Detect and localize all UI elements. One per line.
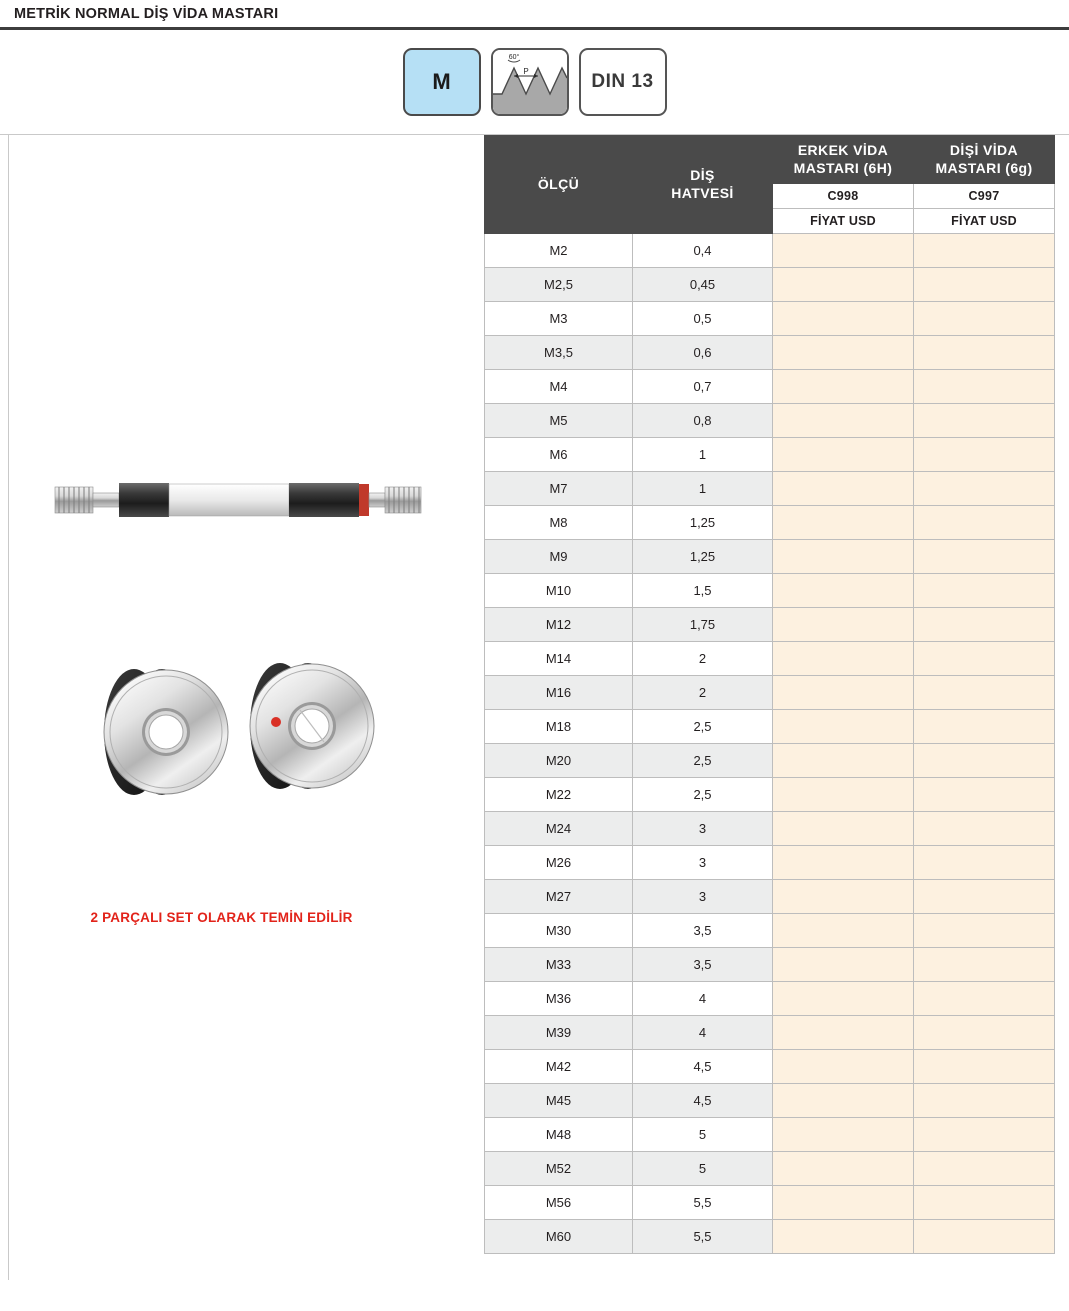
cell-pitch: 0,5 [633,302,773,336]
cell-pitch: 1 [633,472,773,506]
cell-price-female[interactable] [914,268,1055,302]
cell-price-male[interactable] [773,234,914,268]
cell-price-female[interactable] [914,1118,1055,1152]
header-size: ÖLÇÜ [485,136,633,234]
cell-price-male[interactable] [773,268,914,302]
main-content [0,135,1069,1280]
cell-size: M3,5 [485,336,633,370]
table-row [485,1016,1055,1050]
table-row [485,234,1055,268]
cell-pitch: 1 [633,438,773,472]
thread-profile-icon [493,50,567,114]
cell-size: M24 [485,812,633,846]
cell-price-female[interactable] [914,336,1055,370]
cell-price-male[interactable] [773,812,914,846]
plug-gauge-icon [49,465,429,535]
cell-price-male[interactable] [773,1016,914,1050]
cell-pitch: 0,4 [633,234,773,268]
cell-price-female[interactable] [914,1016,1055,1050]
cell-price-male[interactable] [773,982,914,1016]
cell-price-male[interactable] [773,302,914,336]
cell-pitch: 0,8 [633,404,773,438]
table-row [485,812,1055,846]
price-table-body [485,234,1055,1254]
cell-pitch: 1,75 [633,608,773,642]
header-male-code: C998 [773,184,914,209]
cell-price-female[interactable] [914,608,1055,642]
table-row [485,404,1055,438]
page-title: METRİK NORMAL DİŞ VİDA MASTARI [14,5,279,22]
table-row [485,1220,1055,1254]
table-row [485,336,1055,370]
cell-price-female[interactable] [914,540,1055,574]
cell-size: M26 [485,846,633,880]
cell-size: M52 [485,1152,633,1186]
cell-price-male[interactable] [773,642,914,676]
metric-badge-label: M [432,69,451,94]
price-table-head [485,136,1055,234]
thread-ring-gauges-image [84,640,414,825]
cell-pitch: 4 [633,1016,773,1050]
cell-price-female[interactable] [914,1220,1055,1254]
cell-pitch: 2 [633,642,773,676]
cell-price-female[interactable] [914,676,1055,710]
cell-price-male[interactable] [773,778,914,812]
cell-size: M3 [485,302,633,336]
cell-size: M2 [485,234,633,268]
price-table [484,135,1055,1254]
cell-size: M5 [485,404,633,438]
cell-pitch: 2,5 [633,778,773,812]
cell-size: M8 [485,506,633,540]
cell-size: M60 [485,1220,633,1254]
header-male-gauge [773,136,914,184]
table-row [485,506,1055,540]
cell-price-male[interactable] [773,1118,914,1152]
cell-size: M56 [485,1186,633,1220]
header-female-price: FİYAT USD [914,209,1055,234]
cell-size: M30 [485,914,633,948]
cell-price-male[interactable] [773,608,914,642]
standard-badge [579,48,667,116]
cell-price-male[interactable] [773,336,914,370]
table-row [485,540,1055,574]
table-row [485,982,1055,1016]
cell-size: M9 [485,540,633,574]
cell-price-female[interactable] [914,370,1055,404]
table-row [485,472,1055,506]
cell-price-female[interactable] [914,1186,1055,1220]
cell-size: M20 [485,744,633,778]
table-row [485,370,1055,404]
cell-price-female[interactable] [914,642,1055,676]
cell-pitch: 1,25 [633,540,773,574]
cell-size: M7 [485,472,633,506]
cell-price-male[interactable] [773,1084,914,1118]
table-row [485,574,1055,608]
cell-price-male[interactable] [773,676,914,710]
header-male-line1: ERKEK VİDA [797,142,889,158]
cell-size: M18 [485,710,633,744]
ring-gauge-icon [84,640,414,820]
cell-price-male[interactable] [773,506,914,540]
cell-size: M45 [485,1084,633,1118]
cell-pitch: 5,5 [633,1186,773,1220]
table-row [485,1118,1055,1152]
header-female-line1: DİŞİ VİDA [949,142,1019,158]
cell-price-male[interactable] [773,472,914,506]
cell-price-female[interactable] [914,846,1055,880]
cell-pitch: 3 [633,880,773,914]
cell-size: M14 [485,642,633,676]
table-row [485,438,1055,472]
thread-profile-badge [491,48,569,116]
cell-price-male[interactable] [773,438,914,472]
cell-pitch: 0,45 [633,268,773,302]
cell-price-male[interactable] [773,1186,914,1220]
page-title-bar [0,0,1069,30]
cell-price-female[interactable] [914,778,1055,812]
cell-price-male[interactable] [773,1050,914,1084]
cell-price-female[interactable] [914,812,1055,846]
header-female-gauge [914,136,1055,184]
cell-size: M42 [485,1050,633,1084]
product-illustration-panel [8,135,484,1280]
table-row [485,642,1055,676]
cell-price-male[interactable] [773,744,914,778]
thread-plug-gauge-image [49,465,429,540]
cell-price-male[interactable] [773,574,914,608]
cell-price-male[interactable] [773,540,914,574]
cell-pitch: 4 [633,982,773,1016]
table-row [485,880,1055,914]
cell-size: M6 [485,438,633,472]
cell-price-female[interactable] [914,472,1055,506]
table-row [485,1152,1055,1186]
cell-pitch: 5 [633,1152,773,1186]
table-row [485,710,1055,744]
cell-size: M12 [485,608,633,642]
cell-pitch: 5,5 [633,1220,773,1254]
table-row [485,744,1055,778]
cell-pitch: 5 [633,1118,773,1152]
badge-row [0,30,1069,135]
cell-size: M2,5 [485,268,633,302]
cell-price-female[interactable] [914,880,1055,914]
cell-price-female[interactable] [914,506,1055,540]
cell-price-male[interactable] [773,710,914,744]
header-male-line2: MASTARI (6H) [793,159,893,176]
table-row [485,1084,1055,1118]
cell-price-male[interactable] [773,404,914,438]
cell-price-female[interactable] [914,302,1055,336]
cell-pitch: 4,5 [633,1084,773,1118]
svg-text:P: P [522,67,529,76]
cell-pitch: 3,5 [633,914,773,948]
cell-price-male[interactable] [773,846,914,880]
set-note: 2 PARÇALI SET OLARAK TEMİN EDİLİR [90,910,353,925]
table-row [485,608,1055,642]
cell-pitch: 1,5 [633,574,773,608]
cell-size: M4 [485,370,633,404]
cell-price-female[interactable] [914,744,1055,778]
cell-size: M22 [485,778,633,812]
header-pitch-line2: HATVESİ [671,184,734,201]
cell-pitch: 4,5 [633,1050,773,1084]
cell-price-female[interactable] [914,1084,1055,1118]
cell-size: M10 [485,574,633,608]
cell-size: M33 [485,948,633,982]
cell-price-female[interactable] [914,948,1055,982]
cell-pitch: 3,5 [633,948,773,982]
cell-pitch: 3 [633,846,773,880]
cell-price-female[interactable] [914,574,1055,608]
table-header-row-main [485,136,1055,184]
cell-pitch: 1,25 [633,506,773,540]
table-row [485,846,1055,880]
cell-size: M39 [485,1016,633,1050]
cell-pitch: 2 [633,676,773,710]
table-row [485,676,1055,710]
cell-price-male[interactable] [773,1152,914,1186]
table-row [485,1050,1055,1084]
cell-pitch: 0,6 [633,336,773,370]
cell-price-male[interactable] [773,880,914,914]
cell-price-female[interactable] [914,1050,1055,1084]
cell-size: M48 [485,1118,633,1152]
cell-price-female[interactable] [914,914,1055,948]
cell-pitch: 0,7 [633,370,773,404]
table-row [485,1186,1055,1220]
standard-badge-label: DIN 13 [591,71,654,92]
svg-text:60°: 60° [508,54,519,61]
cell-price-female[interactable] [914,404,1055,438]
metric-badge [403,48,481,116]
cell-price-female[interactable] [914,1152,1055,1186]
cell-price-female[interactable] [914,982,1055,1016]
cell-price-female[interactable] [914,438,1055,472]
cell-price-male[interactable] [773,1220,914,1254]
cell-price-male[interactable] [773,948,914,982]
cell-size: M16 [485,676,633,710]
header-male-price: FİYAT USD [773,209,914,234]
cell-price-female[interactable] [914,234,1055,268]
cell-pitch: 2,5 [633,710,773,744]
header-female-code: C997 [914,184,1055,209]
cell-pitch: 2,5 [633,744,773,778]
cell-price-male[interactable] [773,370,914,404]
cell-size: M27 [485,880,633,914]
table-row [485,778,1055,812]
cell-price-male[interactable] [773,914,914,948]
table-row [485,914,1055,948]
header-female-line2: MASTARI (6g) [935,159,1033,176]
cell-price-female[interactable] [914,710,1055,744]
header-pitch [633,136,773,234]
table-row [485,948,1055,982]
table-row [485,302,1055,336]
table-row [485,268,1055,302]
header-pitch-line1: DİŞ [690,167,715,183]
cell-pitch: 3 [633,812,773,846]
cell-size: M36 [485,982,633,1016]
